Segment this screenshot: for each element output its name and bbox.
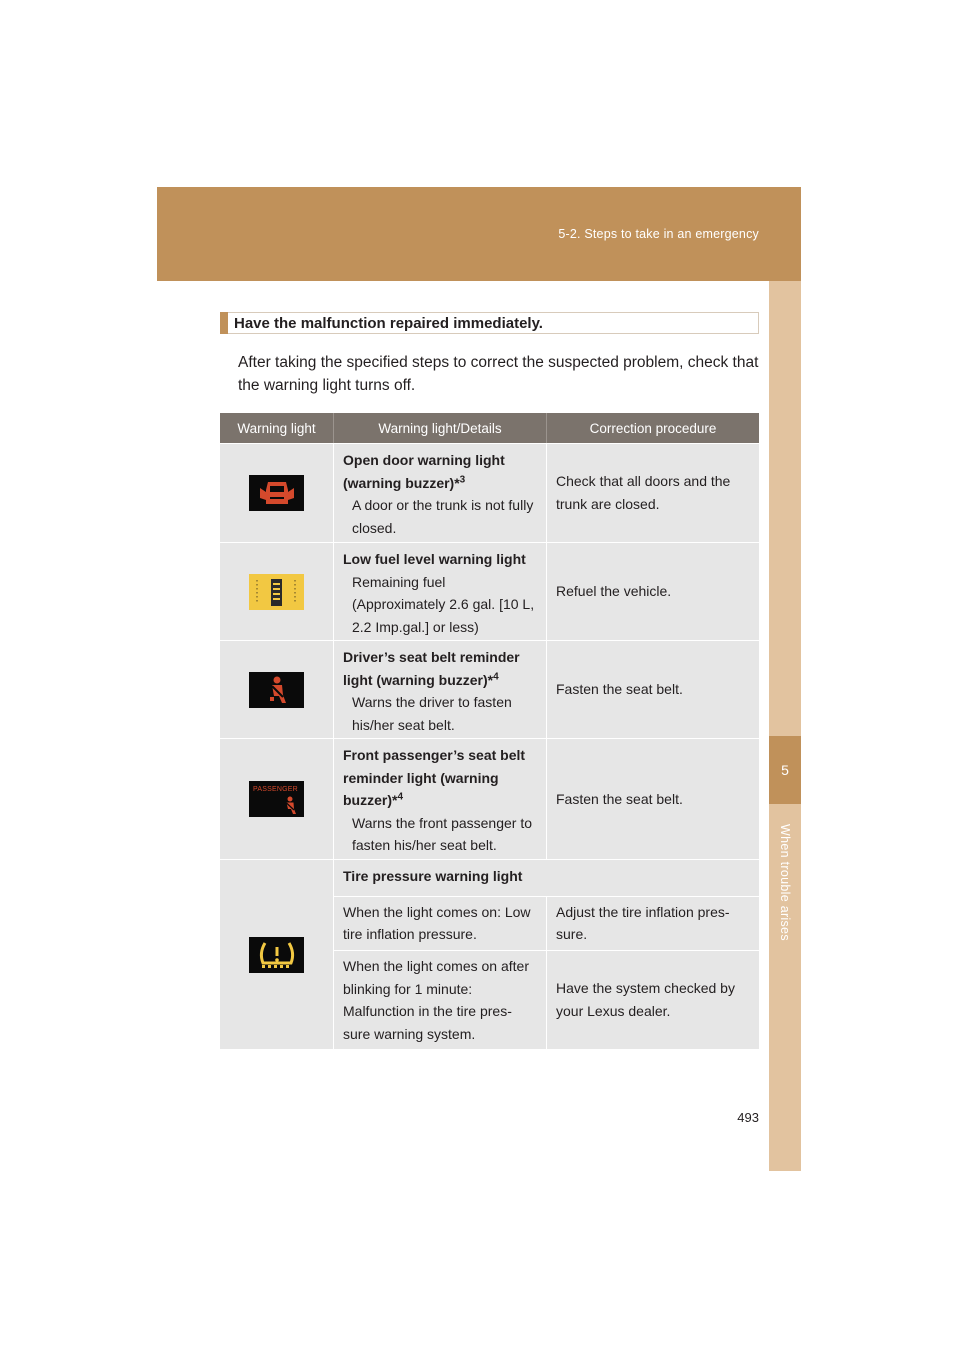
header-band bbox=[157, 187, 801, 281]
section-heading bbox=[220, 312, 759, 334]
header-warning-light: Warning light bbox=[237, 420, 316, 436]
chapter-title-tab bbox=[769, 812, 801, 952]
passenger-seat-belt-icon bbox=[249, 781, 304, 817]
tpms-correction: Have the system checked by your Lexus dealer. bbox=[556, 980, 735, 1020]
footnote-ref[interactable]: 4 bbox=[397, 791, 404, 803]
tpms-correction: Adjust the tire inflation pres- sure. bbox=[546, 897, 759, 950]
intro-paragraph: After taking the specified steps to correct the suspected problem, check that the warning light turns off. bbox=[238, 354, 759, 394]
correction-text: Fasten the seat belt. bbox=[556, 681, 683, 697]
passenger-icon-label: PASSENGER bbox=[253, 786, 298, 793]
row-title: Low fuel level warning light bbox=[343, 551, 526, 567]
header-correction: Correction procedure bbox=[546, 413, 759, 443]
table-row bbox=[220, 443, 759, 542]
warning-light-table bbox=[220, 413, 759, 1049]
table-row-tpms bbox=[220, 859, 759, 1049]
tpms-case-row bbox=[333, 896, 759, 950]
table-row bbox=[220, 542, 759, 640]
table-row bbox=[220, 738, 759, 859]
tpms-condition: When the light comes on: Low tire inflation pressure. bbox=[333, 897, 546, 950]
page-number: 493 bbox=[737, 1110, 759, 1125]
section-heading-text: Have the malfunction repaired immediately. bbox=[234, 315, 543, 332]
row-title: Front passenger’s seat belt reminder light (warning buzzer)* bbox=[343, 747, 526, 808]
header-details: Warning light/Details bbox=[333, 413, 546, 443]
row-description: Remaining fuel (Approximately 2.6 gal. [10 L, 2.2 Imp.gal.] or less) bbox=[352, 573, 535, 635]
row-description: Warns the driver to fasten his/her seat belt. bbox=[352, 694, 512, 733]
row-title: Driver’s seat belt reminder light (warning buzzer)* bbox=[343, 649, 520, 688]
chapter-number-tab[interactable]: 5 bbox=[769, 736, 801, 804]
row-title: Open door warning light (warning buzzer)* bbox=[343, 452, 505, 491]
chapter-tab-strip bbox=[769, 281, 801, 1171]
correction-text: Fasten the seat belt. bbox=[556, 790, 683, 807]
seat-belt-icon bbox=[249, 672, 304, 708]
tpms-condition: When the light comes on after blinking for 1 minute: Malfunction in the tire pres- sure warning system. bbox=[333, 951, 546, 1049]
section-breadcrumb: 5-2. Steps to take in an emergency bbox=[558, 227, 759, 241]
table-row bbox=[220, 640, 759, 738]
fuel-gauge-icon bbox=[249, 574, 304, 610]
footnote-ref[interactable]: 4 bbox=[493, 670, 499, 682]
correction-text: Check that all doors and the trunk are closed. bbox=[556, 473, 731, 512]
open-door-icon bbox=[249, 475, 304, 511]
tire-pressure-icon bbox=[249, 937, 304, 973]
correction-text: Refuel the vehicle. bbox=[556, 583, 672, 599]
tpms-case-row bbox=[333, 950, 759, 1049]
row-title: Tire pressure warning light bbox=[343, 868, 523, 884]
footnote-ref[interactable]: 3 bbox=[459, 473, 466, 485]
row-description: Warns the front passenger to fasten his/her seat belt. bbox=[352, 814, 533, 853]
row-description: A door or the trunk is not fully closed. bbox=[352, 497, 534, 536]
chapter-title: When trouble arises bbox=[778, 823, 792, 941]
table-header bbox=[220, 413, 759, 443]
heading-accent-bar bbox=[220, 312, 228, 334]
